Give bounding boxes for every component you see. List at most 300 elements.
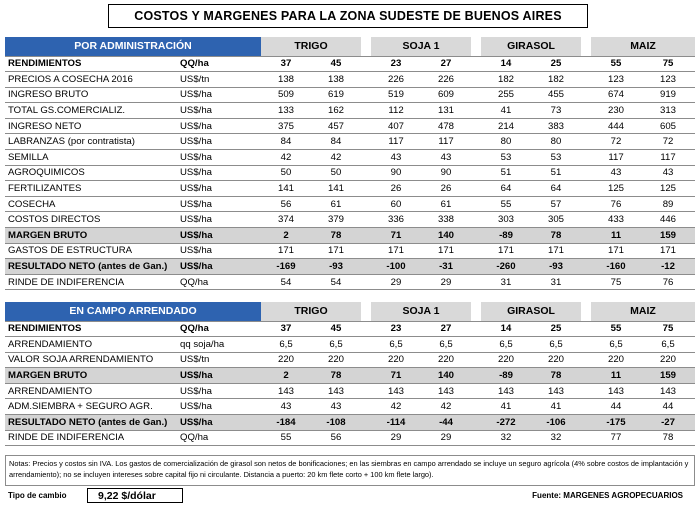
value-cell: 112 [371, 103, 421, 119]
column-gap [581, 228, 591, 244]
value-cell: 42 [261, 150, 311, 166]
row-unit: US$/ha [177, 399, 261, 415]
value-cell: 57 [531, 196, 581, 212]
value-cell: 44 [591, 399, 641, 415]
value-cell: 919 [641, 87, 695, 103]
column-gap [361, 150, 371, 166]
value-cell: 55 [261, 430, 311, 446]
column-gap [471, 399, 481, 415]
value-cell: -44 [421, 415, 471, 431]
value-cell: 131 [421, 103, 471, 119]
value-cell: 220 [311, 352, 361, 368]
column-gap [471, 321, 481, 337]
value-cell: 220 [421, 352, 471, 368]
row-label: AGROQUIMICOS [5, 165, 177, 181]
value-cell: 220 [371, 352, 421, 368]
value-cell: 29 [371, 430, 421, 446]
column-gap [471, 150, 481, 166]
column-gap [471, 430, 481, 446]
exchange-rate-label: Tipo de cambio [8, 491, 67, 500]
table-row [5, 103, 695, 119]
footer [5, 486, 695, 505]
column-gap [471, 259, 481, 275]
row-label: RENDIMIENTOS [5, 56, 177, 72]
row-unit: US$/ha [177, 228, 261, 244]
column-gap [471, 383, 481, 399]
value-cell: 42 [371, 399, 421, 415]
column-gap [581, 134, 591, 150]
value-cell: 78 [531, 368, 581, 384]
value-cell: 123 [641, 72, 695, 88]
value-cell: 71 [371, 228, 421, 244]
value-cell: 171 [531, 243, 581, 259]
value-cell: 78 [311, 228, 361, 244]
column-gap [361, 181, 371, 197]
value-cell: 446 [641, 212, 695, 228]
value-cell: 214 [481, 118, 531, 134]
value-cell: -31 [421, 259, 471, 275]
column-gap [471, 352, 481, 368]
value-cell: 305 [531, 212, 581, 228]
value-cell: 519 [371, 87, 421, 103]
value-cell: 37 [261, 56, 311, 72]
column-gap [581, 196, 591, 212]
value-cell: 220 [641, 352, 695, 368]
column-gap [581, 72, 591, 88]
row-label: PRECIOS A COSECHA 2016 [5, 72, 177, 88]
row-label: RINDE DE INDIFERENCIA [5, 430, 177, 446]
value-cell: 29 [421, 430, 471, 446]
column-gap [361, 321, 371, 337]
value-cell: 143 [371, 383, 421, 399]
value-cell: 6,5 [591, 337, 641, 353]
row-unit: US$/ha [177, 259, 261, 275]
row-label: GASTOS DE ESTRUCTURA [5, 243, 177, 259]
column-gap [361, 352, 371, 368]
value-cell: 77 [591, 430, 641, 446]
table-header-row [5, 37, 695, 56]
row-unit: QQ/ha [177, 321, 261, 337]
exchange-rate-value: 9,22 $/dólar [87, 488, 183, 503]
row-unit: US$/ha [177, 134, 261, 150]
value-cell: 64 [531, 181, 581, 197]
value-cell: 143 [421, 383, 471, 399]
table-row [5, 228, 695, 244]
value-cell: 14 [481, 56, 531, 72]
column-gap [361, 430, 371, 446]
column-gap [361, 243, 371, 259]
value-cell: 226 [421, 72, 471, 88]
value-cell: -260 [481, 259, 531, 275]
table-row [5, 274, 695, 290]
value-cell: 78 [311, 368, 361, 384]
value-cell: 117 [371, 134, 421, 150]
value-cell: 6,5 [481, 337, 531, 353]
row-label: ADM.SIEMBRA + SEGURO AGR. [5, 399, 177, 415]
column-gap [471, 118, 481, 134]
value-cell: 55 [591, 321, 641, 337]
row-label: RESULTADO NETO (antes de Gan.) [5, 259, 177, 275]
row-label: LABRANZAS (por contratista) [5, 134, 177, 150]
value-cell: -93 [311, 259, 361, 275]
table-row [5, 430, 695, 446]
value-cell: 338 [421, 212, 471, 228]
value-cell: 220 [591, 352, 641, 368]
row-unit: QQ/ha [177, 274, 261, 290]
column-gap [471, 212, 481, 228]
value-cell: 73 [531, 103, 581, 119]
value-cell: 143 [481, 383, 531, 399]
value-cell: 171 [641, 243, 695, 259]
value-cell: 80 [481, 134, 531, 150]
value-cell: 43 [261, 399, 311, 415]
table-row [5, 87, 695, 103]
table-row [5, 134, 695, 150]
value-cell: -100 [371, 259, 421, 275]
value-cell: 54 [261, 274, 311, 290]
source-credit: Fuente: MARGENES AGROPECUARIOS [532, 491, 683, 500]
value-cell: 141 [311, 181, 361, 197]
crop-header: MAIZ [591, 37, 695, 56]
value-cell: 457 [311, 118, 361, 134]
value-cell: 26 [421, 181, 471, 197]
value-cell: 45 [311, 56, 361, 72]
column-gap [581, 430, 591, 446]
value-cell: 433 [591, 212, 641, 228]
value-cell: 31 [481, 274, 531, 290]
row-unit: US$/ha [177, 196, 261, 212]
value-cell: 162 [311, 103, 361, 119]
value-cell: 143 [261, 383, 311, 399]
column-gap [471, 56, 481, 72]
value-cell: -12 [641, 259, 695, 275]
value-cell: 55 [481, 196, 531, 212]
table-row [5, 415, 695, 431]
value-cell: 23 [371, 321, 421, 337]
value-cell: 31 [531, 274, 581, 290]
value-cell: 75 [591, 274, 641, 290]
value-cell: 61 [421, 196, 471, 212]
column-gap [581, 103, 591, 119]
column-gap [581, 302, 591, 321]
value-cell: 14 [481, 321, 531, 337]
column-gap [581, 56, 591, 72]
value-cell: -184 [261, 415, 311, 431]
table-row [5, 321, 695, 337]
value-cell: -108 [311, 415, 361, 431]
table-row [5, 72, 695, 88]
value-cell: -93 [531, 259, 581, 275]
value-cell: -160 [591, 259, 641, 275]
value-cell: 255 [481, 87, 531, 103]
value-cell: 27 [421, 56, 471, 72]
value-cell: 143 [531, 383, 581, 399]
row-unit: US$/ha [177, 383, 261, 399]
row-unit: US$/tn [177, 352, 261, 368]
value-cell: 171 [371, 243, 421, 259]
value-cell: 84 [261, 134, 311, 150]
row-label: TOTAL GS.COMERCIALIZ. [5, 103, 177, 119]
value-cell: 55 [591, 56, 641, 72]
value-cell: 89 [641, 196, 695, 212]
row-label: ARRENDAMIENTO [5, 337, 177, 353]
value-cell: 6,5 [421, 337, 471, 353]
value-cell: 42 [421, 399, 471, 415]
value-cell: 76 [591, 196, 641, 212]
value-cell: 43 [421, 150, 471, 166]
value-cell: 220 [481, 352, 531, 368]
column-gap [581, 181, 591, 197]
value-cell: 54 [311, 274, 361, 290]
row-label: COSECHA [5, 196, 177, 212]
column-gap [361, 228, 371, 244]
row-unit: US$/ha [177, 150, 261, 166]
value-cell: 159 [641, 228, 695, 244]
value-cell: 75 [641, 56, 695, 72]
value-cell: 75 [641, 321, 695, 337]
value-cell: 609 [421, 87, 471, 103]
column-gap [581, 243, 591, 259]
section-header: EN CAMPO ARRENDADO [5, 302, 261, 321]
column-gap [361, 383, 371, 399]
value-cell: 56 [311, 430, 361, 446]
value-cell: 313 [641, 103, 695, 119]
column-gap [471, 415, 481, 431]
column-gap [581, 321, 591, 337]
value-cell: -169 [261, 259, 311, 275]
value-cell: 6,5 [311, 337, 361, 353]
value-cell: 379 [311, 212, 361, 228]
row-label: SEMILLA [5, 150, 177, 166]
value-cell: 140 [421, 228, 471, 244]
row-unit: US$/ha [177, 181, 261, 197]
column-gap [361, 212, 371, 228]
table-row [5, 165, 695, 181]
column-gap [361, 274, 371, 290]
row-unit: US$/ha [177, 415, 261, 431]
value-cell: 230 [591, 103, 641, 119]
column-gap [471, 368, 481, 384]
value-cell: 25 [531, 321, 581, 337]
value-cell: 32 [531, 430, 581, 446]
row-label: FERTILIZANTES [5, 181, 177, 197]
value-cell: 44 [641, 399, 695, 415]
column-gap [581, 352, 591, 368]
value-cell: 141 [261, 181, 311, 197]
value-cell: 50 [261, 165, 311, 181]
column-gap [471, 274, 481, 290]
page-title: COSTOS Y MARGENES PARA LA ZONA SUDESTE DE BUENOS AIRES [108, 4, 588, 28]
value-cell: 2 [261, 368, 311, 384]
value-cell: 509 [261, 87, 311, 103]
value-cell: 444 [591, 118, 641, 134]
row-unit: US$/ha [177, 118, 261, 134]
column-gap [471, 72, 481, 88]
table-row [5, 259, 695, 275]
value-cell: 226 [371, 72, 421, 88]
value-cell: 11 [591, 368, 641, 384]
column-gap [581, 118, 591, 134]
row-label: MARGEN BRUTO [5, 228, 177, 244]
notes: Notas: Precios y costos sin IVA. Los gastos de comercialización de girasol son netos de bonificaciones; en las siembras en campo arrendado se incluye un seguro agrícola (4% sobre costos de implantación y arrendamiento); no se incluyen intereses sobre capital fijo ni circulante. Distancia a puerto: 20 km flete corto + 100 km flete largo). [5, 455, 695, 486]
value-cell: 43 [371, 150, 421, 166]
table-row [5, 56, 695, 72]
rented-field-table [5, 302, 695, 446]
value-cell: 11 [591, 228, 641, 244]
table-row [5, 243, 695, 259]
value-cell: 674 [591, 87, 641, 103]
value-cell: 619 [311, 87, 361, 103]
table-row [5, 118, 695, 134]
column-gap [361, 134, 371, 150]
value-cell: 42 [311, 150, 361, 166]
value-cell: 143 [641, 383, 695, 399]
administration-table [5, 37, 695, 290]
column-gap [361, 72, 371, 88]
value-cell: 41 [481, 399, 531, 415]
table-row [5, 181, 695, 197]
value-cell: 6,5 [371, 337, 421, 353]
value-cell: 6,5 [261, 337, 311, 353]
crop-header: GIRASOL [481, 302, 581, 321]
column-gap [581, 259, 591, 275]
column-gap [361, 87, 371, 103]
column-gap [361, 259, 371, 275]
value-cell: 41 [481, 103, 531, 119]
column-gap [361, 415, 371, 431]
column-gap [581, 150, 591, 166]
value-cell: 45 [311, 321, 361, 337]
value-cell: 138 [261, 72, 311, 88]
value-cell: 117 [591, 150, 641, 166]
crop-header: SOJA 1 [371, 37, 471, 56]
value-cell: -89 [481, 368, 531, 384]
value-cell: 78 [641, 430, 695, 446]
column-gap [471, 302, 481, 321]
value-cell: 90 [371, 165, 421, 181]
crop-header: TRIGO [261, 302, 361, 321]
value-cell: 478 [421, 118, 471, 134]
row-unit: US$/ha [177, 165, 261, 181]
value-cell: 76 [641, 274, 695, 290]
row-label: RINDE DE INDIFERENCIA [5, 274, 177, 290]
table-row [5, 150, 695, 166]
value-cell: -27 [641, 415, 695, 431]
column-gap [471, 134, 481, 150]
column-gap [471, 103, 481, 119]
row-unit: US$/ha [177, 368, 261, 384]
value-cell: 375 [261, 118, 311, 134]
row-unit: US$/ha [177, 243, 261, 259]
value-cell: 220 [261, 352, 311, 368]
value-cell: 26 [371, 181, 421, 197]
row-unit: US$/ha [177, 103, 261, 119]
value-cell: 53 [481, 150, 531, 166]
value-cell: 374 [261, 212, 311, 228]
value-cell: 43 [311, 399, 361, 415]
value-cell: 23 [371, 56, 421, 72]
value-cell: 140 [421, 368, 471, 384]
value-cell: 117 [421, 134, 471, 150]
column-gap [361, 302, 371, 321]
value-cell: 53 [531, 150, 581, 166]
value-cell: 220 [531, 352, 581, 368]
table-row [5, 212, 695, 228]
column-gap [581, 415, 591, 431]
value-cell: 80 [531, 134, 581, 150]
column-gap [361, 37, 371, 56]
column-gap [471, 196, 481, 212]
row-label: INGRESO NETO [5, 118, 177, 134]
column-gap [581, 165, 591, 181]
column-gap [361, 56, 371, 72]
value-cell: -106 [531, 415, 581, 431]
row-unit: US$/tn [177, 72, 261, 88]
value-cell: 41 [531, 399, 581, 415]
column-gap [471, 243, 481, 259]
value-cell: 407 [371, 118, 421, 134]
value-cell: 90 [421, 165, 471, 181]
row-unit: QQ/ha [177, 430, 261, 446]
column-gap [471, 337, 481, 353]
column-gap [361, 196, 371, 212]
value-cell: 123 [591, 72, 641, 88]
column-gap [581, 87, 591, 103]
value-cell: 51 [531, 165, 581, 181]
column-gap [581, 368, 591, 384]
value-cell: -272 [481, 415, 531, 431]
row-label: ARRENDAMIENTO [5, 383, 177, 399]
value-cell: 383 [531, 118, 581, 134]
value-cell: 6,5 [641, 337, 695, 353]
value-cell: 182 [481, 72, 531, 88]
column-gap [581, 37, 591, 56]
value-cell: 171 [421, 243, 471, 259]
row-label: MARGEN BRUTO [5, 368, 177, 384]
value-cell: 29 [371, 274, 421, 290]
column-gap [471, 165, 481, 181]
column-gap [471, 181, 481, 197]
value-cell: 64 [481, 181, 531, 197]
column-gap [361, 165, 371, 181]
section-header: POR ADMINISTRACIÓN [5, 37, 261, 56]
value-cell: 51 [481, 165, 531, 181]
value-cell: 133 [261, 103, 311, 119]
value-cell: 72 [591, 134, 641, 150]
column-gap [361, 368, 371, 384]
value-cell: 171 [261, 243, 311, 259]
value-cell: 6,5 [531, 337, 581, 353]
value-cell: 117 [641, 150, 695, 166]
value-cell: 56 [261, 196, 311, 212]
value-cell: 78 [531, 228, 581, 244]
crop-header: GIRASOL [481, 37, 581, 56]
value-cell: 2 [261, 228, 311, 244]
column-gap [581, 399, 591, 415]
value-cell: 61 [311, 196, 361, 212]
table-header-row [5, 302, 695, 321]
value-cell: 605 [641, 118, 695, 134]
value-cell: 171 [311, 243, 361, 259]
value-cell: 171 [481, 243, 531, 259]
row-label: COSTOS DIRECTOS [5, 212, 177, 228]
column-gap [361, 399, 371, 415]
column-gap [581, 337, 591, 353]
value-cell: 72 [641, 134, 695, 150]
value-cell: 138 [311, 72, 361, 88]
value-cell: 171 [591, 243, 641, 259]
value-cell: 143 [591, 383, 641, 399]
